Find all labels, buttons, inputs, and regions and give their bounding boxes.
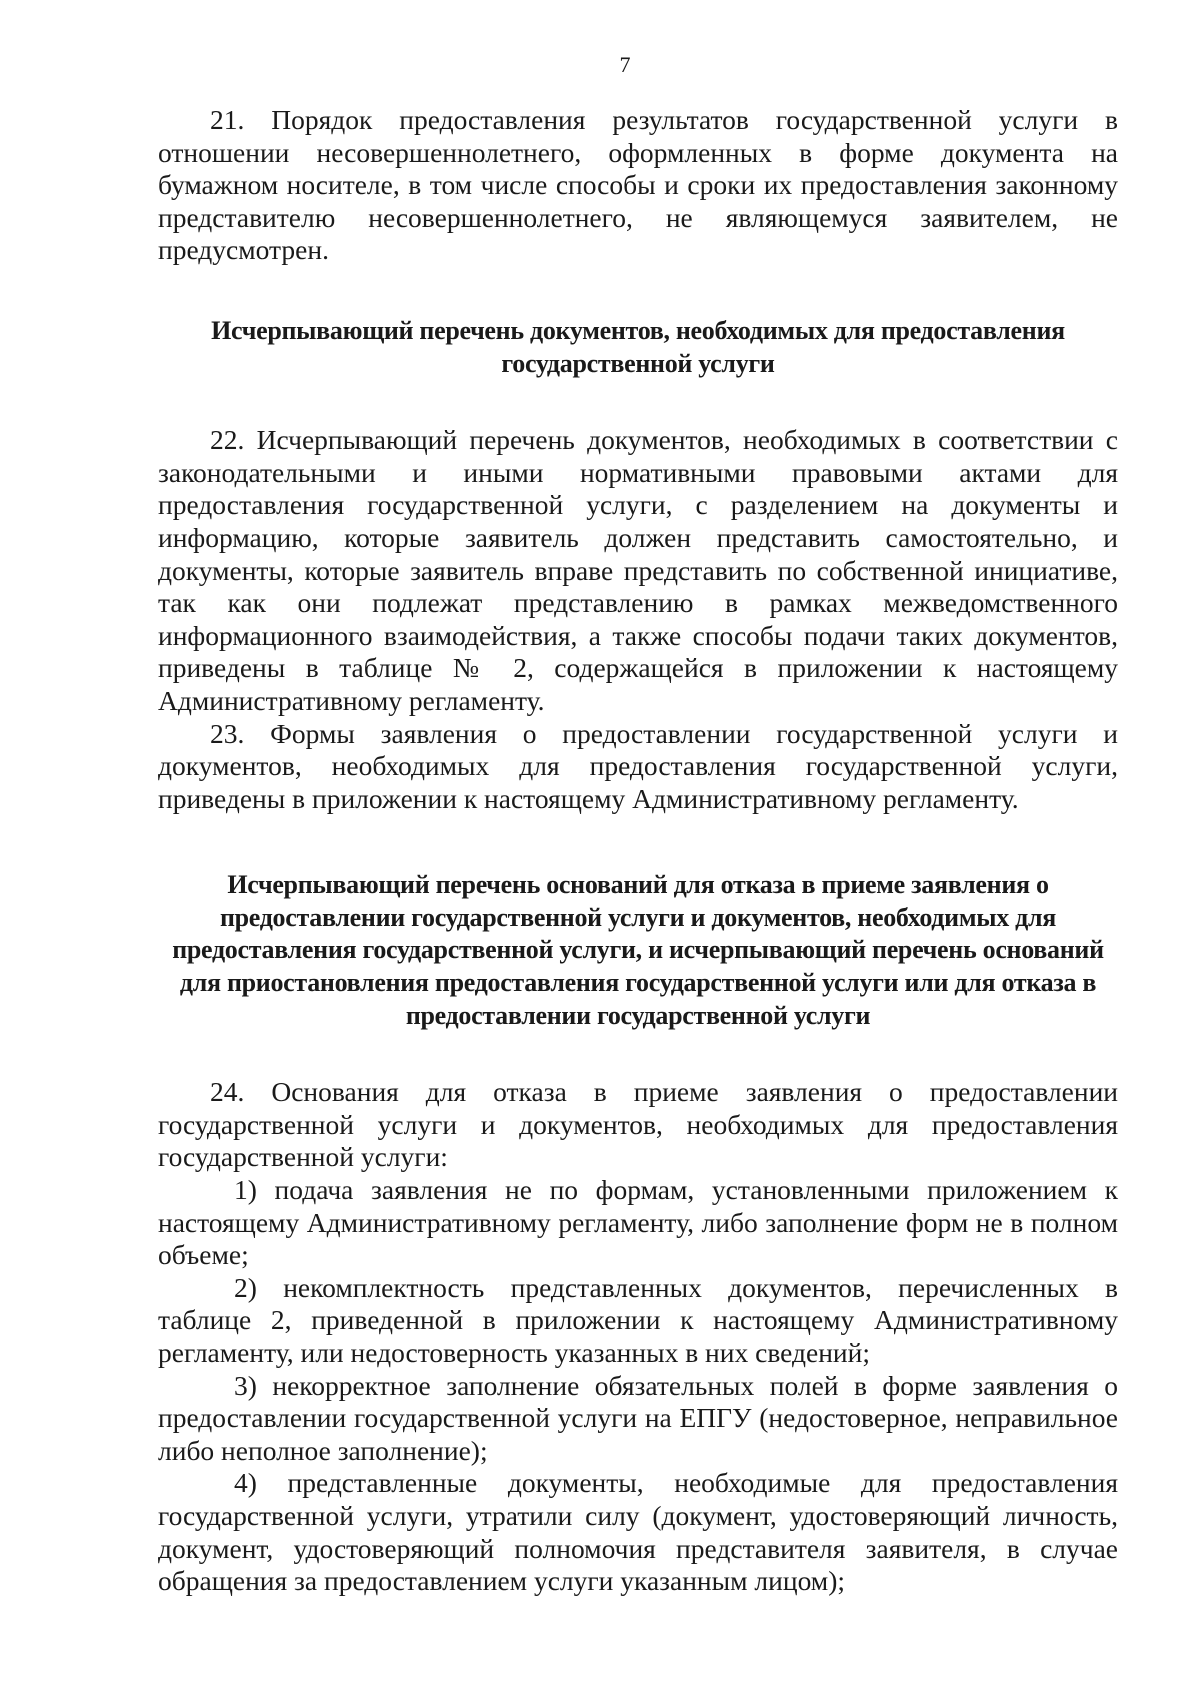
- section-heading-documents: Исчерпывающий перечень документов, необходимых для предоставления государственной услуги: [211, 315, 1065, 378]
- section-heading-refusal-grounds: Исчерпывающий перечень оснований для отказа в приеме заявления о предоставлении государственной услуги и документов, необходимых для предоставления государственной услуги, и исчерпывающий перечень оснований для приостановления предоставления государственной услуги или для отказа в предоставлении государственной услуги: [172, 870, 1104, 1030]
- list-item: 1) подача заявления не по формам, установленными приложением к настоящему Административному регламенту, либо заполнение форм не в полном объеме;: [158, 1174, 1118, 1271]
- paragraph-22: 22. Исчерпывающий перечень документов, необходимых в соответствии с законодательными и иными нормативными правовыми актами для предоставления государственной услуги, с разделением на документы и информацию, которые заявитель должен представить самостоятельно, и документы, которые заявитель вправе представить по собственной инициативе, так как они подлежат представлению в рамках межведомственного информационного взаимодействия, а также способы подачи таких документов, приведены в таблице № 2, содержащейся в приложении к настоящему Административному регламенту.: [158, 424, 1118, 716]
- page-number: 7: [619, 52, 631, 77]
- document-body: [158, 104, 1118, 1598]
- list-item: 3) некорректное заполнение обязательных полей в форме заявления о предоставлении государственной услуги на ЕПГУ (недостоверное, неправильное либо неполное заполнение);: [158, 1369, 1118, 1466]
- paragraph-23: 23. Формы заявления о предоставлении государственной услуги и документов, необходимых для предоставления государственной услуги, приведены в приложении к настоящему Административному регламенту.: [158, 717, 1118, 814]
- list-item: 4) представленные документы, необходимые для предоставления государственной услуги, утратили силу (документ, удостоверяющий личность, документ, удостоверяющий полномочия представителя заявителя, в случае обращения за предоставлением услуги указанным лицом);: [158, 1467, 1118, 1597]
- list-item: 2) некомплектность представленных документов, перечисленных в таблице 2, приведенной в приложении к настоящему Административному регламенту, или недостоверность указанных в них сведений;: [158, 1271, 1118, 1368]
- paragraph-21: 21. Порядок предоставления результатов государственной услуги в отношении несовершеннолетнего, оформленных в форме документа на бумажном носителе, в том числе способы и сроки их предоставления законному представителю несовершеннолетнего, не являющемуся заявителем, не предусмотрен.: [158, 104, 1118, 266]
- paragraph-24: 24. Основания для отказа в приеме заявления о предоставлении государственной услуги и документов, необходимых для предоставления государственной услуги:: [158, 1076, 1118, 1173]
